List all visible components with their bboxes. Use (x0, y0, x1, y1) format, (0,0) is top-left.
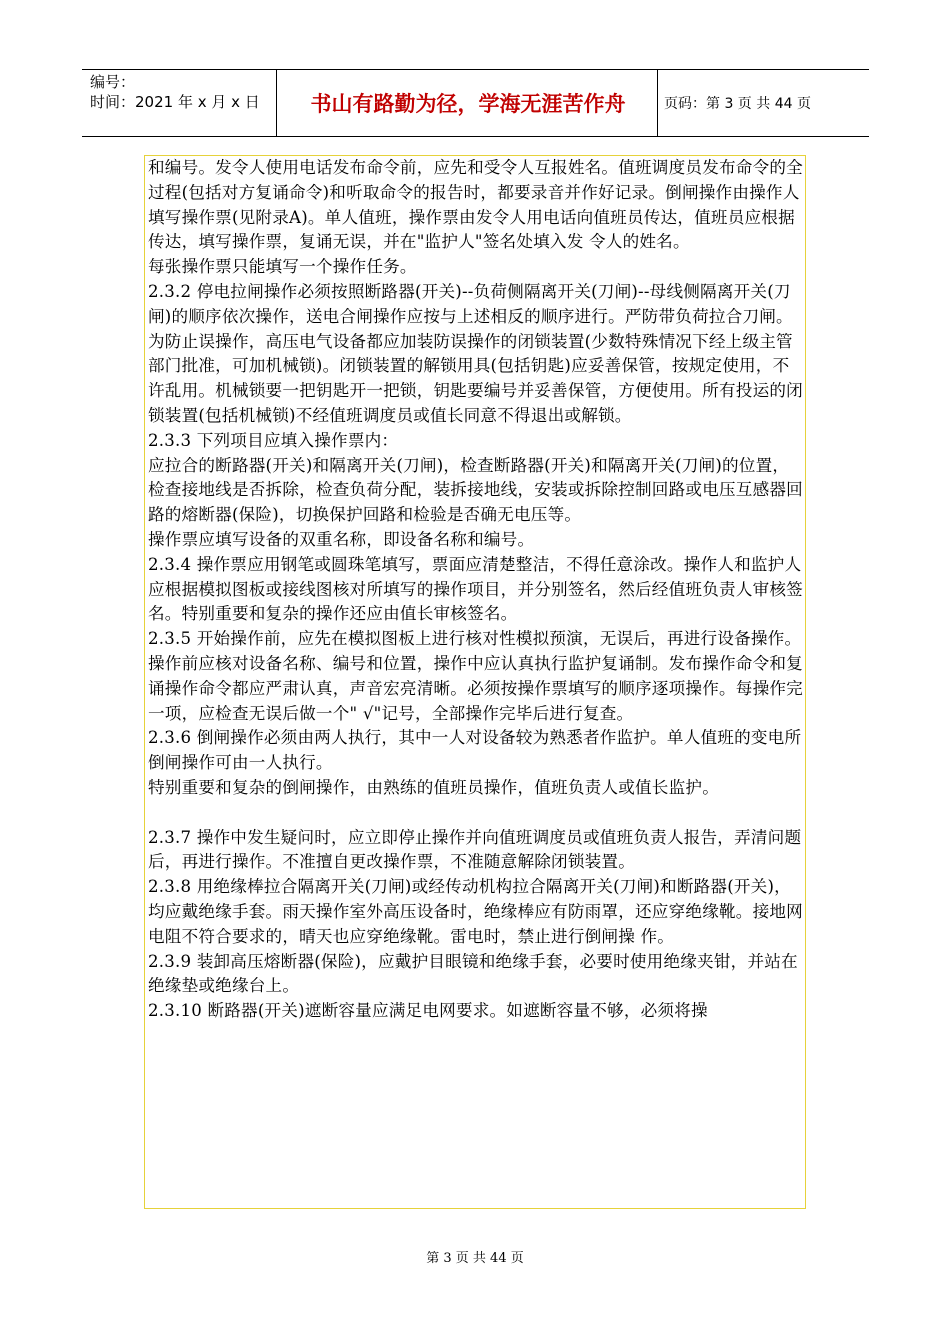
paragraph: 2.3.9 装卸高压熔断器(保险)，应戴护目眼镜和绝缘手套，必要时使用绝缘夹钳，并站在绝缘垫或绝缘台上。 (148, 951, 798, 996)
paragraph: 特别重要和复杂的倒闸操作，由熟练的值班员操作，值班负责人或值长监护。 (148, 777, 719, 797)
doc-date-label: 时间：2021 年 x 月 x 日 (90, 93, 260, 111)
header-motto: 书山有路勤为径，学海无涯苦作舟 (310, 91, 626, 116)
page-footer: 第 3 页 共 44 页 (426, 1251, 524, 1266)
header-divider-left (276, 69, 277, 136)
paragraph: 2.3.4 操作票应用钢笔或圆珠笔填写，票面应清楚整洁，不得任意涂改。操作人和监护人应根据模拟图板或接线图核对所填写的操作项目，并分别签名，然后经值班负责人审核签名。特别重要和复杂的操作还应由值长审核签名。 (148, 554, 803, 624)
doc-number-label: 编号： (90, 73, 136, 91)
paragraph: 为防止误操作，高压电气设备都应加装防误操作的闭锁装置(少数特殊情况下经上级主管部门批准，可加机械锁)。闭锁装置的解锁用具(包括钥匙)应妥善保管，按规定使用，不许乱用。机械锁要一把钥匙开一把锁，钥匙要编号并妥善保管，方便使用。所有投运的闭锁装置(包括机械锁)不经值班调度员或值长同意不得退出或解锁。 (148, 331, 803, 425)
paragraph: 2.3.6 倒闸操作必须由两人执行，其中一人对设备较为熟悉者作监护。单人值班的变电所倒闸操作可由一人执行。 (148, 728, 802, 773)
paragraph: 2.3.7 操作中发生疑问时，应立即停止操作并向值班调度员或值班负责人报告，弄清问题后，再进行操作。不准擅自更改操作票，不准随意解除闭锁装置。 (148, 827, 802, 872)
paragraph: 和编号。发令人使用电话发布命令前，应先和受令人互报姓名。值班调度员发布命令的全过程(包括对方复诵命令)和听取命令的报告时，都要录音并作好记录。倒闸操作由操作人填写操作票(见附录A)。单人值班，操作票由发令人用电话向值班员传达，值班员应根据传达，填写操作票，复诵无误，并在"监护人"签名处填入发 令人的姓名。 (148, 158, 803, 252)
header-page-info: 页码：第 3 页 共 44 页 (664, 95, 811, 112)
blank-line (148, 801, 804, 826)
paragraph: 操作票应填写设备的双重名称，即设备名称和编号。 (148, 529, 535, 549)
paragraph: 2.3.5 开始操作前，应先在模拟图板上进行核对性模拟预演，无误后，再进行设备操作。操作前应核对设备名称、编号和位置，操作中应认真执行监护复诵制。发布操作命令和复诵操作命令都应严肃认真，声音宏亮清晰。必须按操作票填写的顺序逐项操作。每操作完一项，应检查无误后做一个" √"记号，全部操作完毕后进行复查。 (148, 629, 803, 723)
paragraph: 每张操作票只能填写一个操作任务。 (148, 257, 417, 277)
paragraph: 2.3.8 用绝缘棒拉合隔离开关(刀闸)或经传动机构拉合隔离开关(刀闸)和断路器(开关)，均应戴绝缘手套。雨天操作室外高压设备时，绝缘棒应有防雨罩，还应穿绝缘靴。接地网电阻不符合要求的，晴天也应穿绝缘靴。雷电时，禁止进行倒闸操 作。 (148, 877, 803, 946)
document-body (148, 156, 804, 1206)
header-meta (90, 72, 276, 112)
header-bottom-rule (82, 136, 869, 137)
paragraph: 2.3.3 下列项目应填入操作票内： (148, 430, 399, 450)
paragraph: 2.3.2 停电拉闸操作必须按照断路器(开关)--负荷侧隔离开关(刀闸)--母线侧隔离开关(刀闸)的顺序依次操作，送电合闸操作应按与上述相反的顺序进行。严防带负荷拉合刀闸。 (148, 281, 793, 326)
paragraph: 2.3.10 断路器(开关)遮断容量应满足电网要求。如遮断容量不够，必须将操 (148, 1001, 708, 1021)
paragraph: 应拉合的断路器(开关)和隔离开关(刀闸)，检查断路器(开关)和隔离开关(刀闸)的位置，检查接地线是否拆除，检查负荷分配，装拆接地线，安装或拆除控制回路或电压互感器回路的熔断器(保险)，切换保护回路和检验是否确无电压等。 (148, 455, 803, 525)
